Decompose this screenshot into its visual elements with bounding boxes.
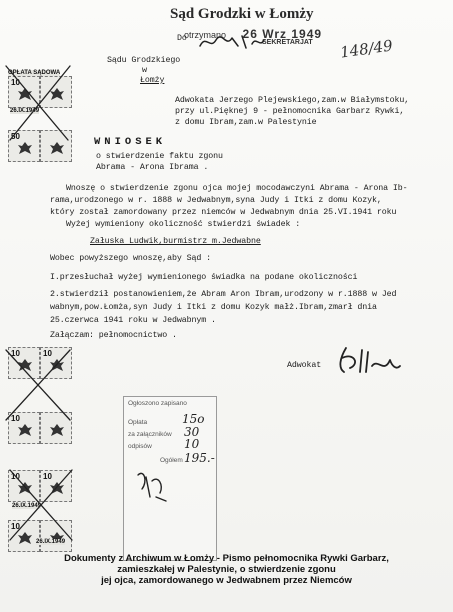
title-line-2: Abrama - Arona Ibrama .	[96, 163, 209, 172]
attachment-line: Załączam: pełnomocnictwo .	[50, 331, 177, 340]
addressee-line-2: w	[142, 66, 147, 75]
sender-line-3: z domu Ibram,zam.w Palestynie	[175, 118, 317, 127]
body-p1-line-3: który został zamordowany przez niemców w Jedwabnym dnia 25.VI.1941 roku	[50, 208, 397, 217]
fee-box-row-2: Opłata	[128, 419, 148, 426]
stamp-2-denomination: 50	[11, 132, 20, 141]
body-p3-line-1: I.przesłuchał wyżej wymienionego świadka na podane okoliczności	[50, 273, 358, 282]
stamp-6-denomination: 10	[11, 472, 20, 481]
addressee-line-1: Sądu Grodzkiego	[107, 56, 181, 65]
body-p1-line-2: rama,urodzonego w r. 1888 w Jedwabnym,syna Judy i Itki z domu Kozyk,	[50, 196, 382, 205]
stamp-4-denomination: 10	[43, 349, 52, 358]
stamp-1-date: 26.IX.1949	[10, 108, 40, 114]
addressee-do-label: Do	[177, 34, 187, 43]
caption-line-1: Dokumenty z Archiwum w Łomży - Pismo pełnomocnika Rywki Garbarz,	[64, 553, 389, 564]
addressee-line-3: Łomży	[140, 76, 165, 85]
caption-line-3: jej ojca, zamordowanego w Jedwabnem przez Niemców	[101, 575, 352, 586]
fee-box-row-1: Ogłoszono zapisano	[128, 400, 187, 407]
fee-box-signature-icon	[134, 467, 170, 507]
stamp-8-date: 26.IX.1949	[36, 539, 66, 545]
received-date: 26 Wrz 1949	[242, 27, 323, 41]
body-p3-line-3: wabnym,pow.Łomża,syn Judy i Itki z domu Kozyk małż.Ibram,zmarł dnia	[50, 303, 377, 312]
fee-box-value-5: 195.-	[184, 451, 215, 465]
registry-scribble-icon	[196, 32, 266, 52]
document-title: WNIOSEK	[94, 136, 167, 148]
file-number: 148/49	[339, 36, 394, 62]
body-p1-line-1: Wnoszę o stwierdzenie zgonu ojca mojej mocodawczyni Abrama - Arona Ib-	[66, 184, 408, 193]
fee-box-row-5: Ogółem	[160, 457, 183, 464]
stamp-7-denomination: 10	[43, 472, 52, 481]
stamp-3-denomination: 10	[11, 349, 20, 358]
fee-box-value-3: 30	[184, 425, 200, 439]
stamp-cancellation-marks-icon	[0, 60, 80, 560]
stamp-1-label: OPŁATA SĄDOWA	[8, 70, 61, 76]
handwritten-signature-icon	[332, 344, 402, 376]
court-fee-box	[123, 396, 217, 561]
fee-box-value-2: 15o	[182, 412, 205, 426]
fee-box-row-4: odpisów	[128, 443, 152, 450]
stamp-6-date: 26.IX.1949	[12, 503, 42, 509]
body-p3-line-2: 2.stwierdził postanowieniem,że Abram Aron Ibram,urodzony w r.1888 w Jed	[50, 290, 397, 299]
court-header-stamp: Sąd Grodzki w Łomży	[170, 6, 314, 22]
title-line-1: o stwierdzenie faktu zgonu	[96, 152, 223, 161]
stamp-1-denomination: 10	[11, 78, 20, 87]
sender-line-1: Adwokata Jerzego Plejewskiego,zam.w Białymstoku,	[175, 96, 410, 105]
signature-label: Adwokat	[287, 361, 322, 370]
sender-line-2: przy ul.Pięknej 9 - pełnomocnika Garbarz Rywki,	[175, 107, 405, 116]
archive-caption	[0, 553, 453, 586]
caption-line-2: zamieszkałej w Palestynie, o stwierdzenie zgonu	[117, 564, 336, 575]
stamp-8-denomination: 10	[11, 522, 20, 531]
witness-line: Załuska Ludwik,burmistrz m.Jedwabne	[90, 237, 261, 246]
body-p3-line-4: 25.czerwca 1941 roku w Jedwabnym .	[50, 316, 216, 325]
secretariat-label: SEKRETARJAT	[262, 39, 313, 46]
received-label: otrzymano	[184, 30, 227, 40]
fee-box-row-3: za załączników	[128, 431, 172, 438]
body-p2: Wobec powyższego wnoszę,aby Sąd :	[50, 254, 212, 263]
fee-box-value-4: 10	[184, 437, 200, 451]
body-p1-line-4: Wyżej wymieniony okoliczność stwierdzi świadek :	[66, 220, 301, 229]
stamp-5-denomination: 10	[11, 414, 20, 423]
